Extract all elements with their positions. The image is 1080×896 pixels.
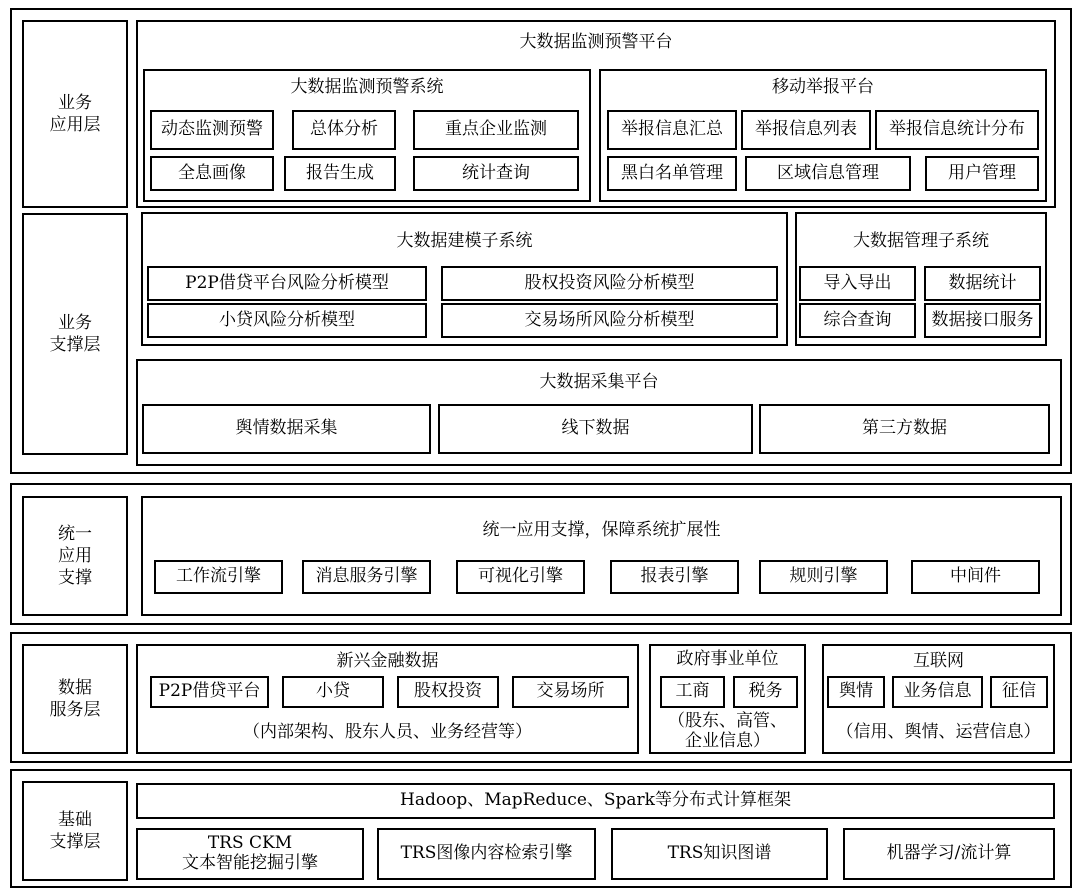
model-microloan: 小贷风险分析模型 — [147, 303, 427, 338]
engine-message: 消息服务引擎 — [302, 560, 431, 594]
mgmt-combined-query: 综合查询 — [799, 303, 916, 338]
engine-rules: 规则引擎 — [759, 560, 888, 594]
engine-visualization: 可视化引擎 — [456, 560, 585, 594]
model-exchange: 交易场所风险分析模型 — [441, 303, 778, 338]
monitor-platform-title: 大数据监测预警平台 — [519, 32, 673, 52]
mgmt-data-stats: 数据统计 — [924, 266, 1041, 301]
layer-unified-app: 统一 应用 支撑 — [22, 496, 128, 616]
collection-title: 大数据采集平台 — [539, 372, 659, 392]
warning-item-holographic: 全息画像 — [150, 156, 274, 191]
mobile-report-title: 移动举报平台 — [772, 77, 874, 97]
collection-public-opinion: 舆情数据采集 — [142, 404, 431, 454]
engine-workflow: 工作流引擎 — [154, 560, 283, 594]
engine-report: 报表引擎 — [610, 560, 739, 594]
report-item-user-mgmt: 用户管理 — [925, 156, 1039, 191]
unified-support — [141, 496, 1062, 616]
base-framework: Hadoop、MapReduce、Spark等分布式计算框架 — [136, 783, 1055, 819]
government-title: 政府事业单位 — [676, 649, 779, 669]
report-item-blackwhite-list: 黑白名单管理 — [607, 156, 737, 191]
fintech-equity: 股权投资 — [397, 676, 499, 708]
internet-business-info: 业务信息 — [892, 676, 983, 708]
warning-system-title: 大数据监测预警系统 — [290, 77, 444, 97]
layer-base-support: 基础 支撑层 — [22, 781, 128, 881]
government-note: （股东、高管、 企业信息） — [668, 711, 787, 751]
modeling-title: 大数据建模子系统 — [396, 231, 533, 251]
mgmt-data-interface: 数据接口服务 — [924, 303, 1041, 338]
base-ml-stream: 机器学习/流计算 — [843, 828, 1055, 880]
warning-item-report-gen: 报告生成 — [284, 156, 396, 191]
report-item-region-info: 区域信息管理 — [745, 156, 911, 191]
internet-public-opinion: 舆情 — [827, 676, 885, 708]
fintech-p2p: P2P借贷平台 — [150, 676, 269, 708]
collection-offline: 线下数据 — [438, 404, 753, 454]
unified-title: 统一应用支撑，保障系统扩展性 — [482, 520, 721, 540]
fintech-note: （内部架构、股东人员、业务经营等） — [243, 722, 532, 742]
fintech-exchange: 交易场所 — [512, 676, 629, 708]
fintech-title: 新兴金融数据 — [336, 651, 439, 671]
base-trs-image-search: TRS图像内容检索引擎 — [377, 828, 596, 880]
internet-note: （信用、舆情、运营信息） — [836, 722, 1041, 742]
model-equity: 股权投资风险分析模型 — [441, 266, 778, 301]
base-trs-ckm: TRS CKM 文本智能挖掘引擎 — [136, 828, 364, 880]
collection-third-party: 第三方数据 — [759, 404, 1050, 454]
warning-item-dynamic-monitor: 动态监测预警 — [150, 110, 274, 150]
warning-item-stat-query: 统计查询 — [413, 156, 579, 191]
layer-business-support: 业务 支撑层 — [22, 213, 128, 455]
gov-industry-commerce: 工商 — [660, 676, 725, 708]
fintech-microloan: 小贷 — [282, 676, 384, 708]
layer-business-app: 业务 应用层 — [22, 20, 128, 208]
mgmt-import-export: 导入导出 — [799, 266, 916, 301]
model-p2p: P2P借贷平台风险分析模型 — [147, 266, 427, 301]
warning-item-key-enterprise: 重点企业监测 — [413, 110, 579, 150]
report-item-list: 举报信息列表 — [741, 110, 871, 150]
internet-title: 互联网 — [913, 651, 964, 671]
report-item-summary: 举报信息汇总 — [607, 110, 737, 150]
layer-data-service: 数据 服务层 — [22, 644, 128, 754]
gov-tax: 税务 — [733, 676, 798, 708]
internet-credit: 征信 — [990, 676, 1048, 708]
report-item-stat-distribution: 举报信息统计分布 — [875, 110, 1039, 150]
management-title: 大数据管理子系统 — [853, 231, 989, 251]
engine-middleware: 中间件 — [911, 560, 1040, 594]
warning-item-overall-analysis: 总体分析 — [292, 110, 396, 150]
base-trs-knowledge-graph: TRS知识图谱 — [611, 828, 828, 880]
